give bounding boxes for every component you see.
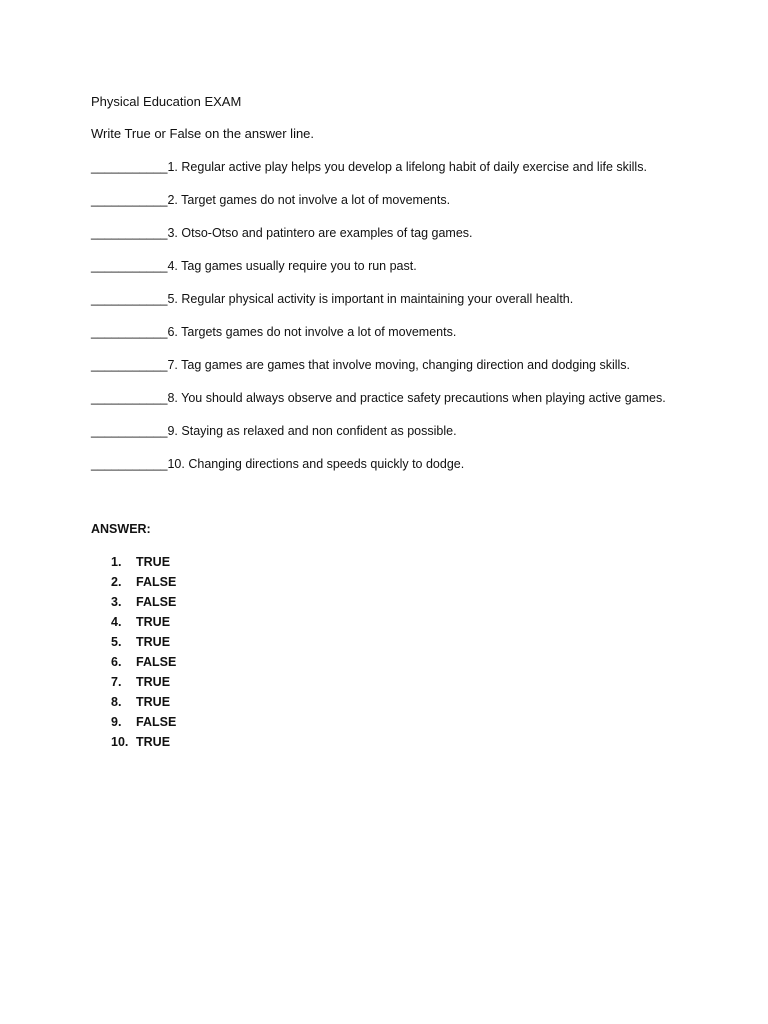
question-text: 10. Changing directions and speeds quickly to dodge.	[167, 457, 465, 471]
answer-item	[111, 614, 176, 634]
question-text: 2. Target games do not involve a lot of movements.	[167, 193, 451, 207]
question-item	[91, 192, 666, 225]
answer-value: TRUE	[136, 675, 171, 689]
answer-heading: ANSWER:	[91, 522, 151, 536]
answer-item	[111, 654, 176, 674]
answer-blank: ___________	[91, 160, 168, 174]
answer-number: 6.	[111, 655, 122, 669]
question-text: 6. Targets games do not involve a lot of movements.	[167, 325, 457, 339]
answer-list	[111, 554, 176, 754]
answer-item	[111, 734, 176, 754]
instruction-text: Write True or False on the answer line.	[91, 126, 315, 141]
answer-item	[111, 674, 176, 694]
answer-blank: ___________	[91, 193, 168, 207]
question-item	[91, 324, 666, 357]
answer-value: FALSE	[136, 575, 177, 589]
question-text: 1. Regular active play helps you develop a lifelong habit of daily exercise and life skills.	[167, 160, 647, 174]
question-item	[91, 258, 666, 291]
question-item	[91, 357, 666, 390]
question-text: 3. Otso-Otso and patintero are examples of tag games.	[167, 226, 473, 240]
answer-blank: ___________	[91, 358, 168, 372]
answer-value: FALSE	[136, 595, 177, 609]
answer-number: 3.	[111, 595, 122, 609]
answer-value: FALSE	[136, 655, 177, 669]
answer-item	[111, 694, 176, 714]
answer-number: 8.	[111, 695, 122, 709]
answer-value: FALSE	[136, 715, 177, 729]
answer-item	[111, 714, 176, 734]
answer-value: TRUE	[136, 695, 171, 709]
answer-number: 5.	[111, 635, 122, 649]
answer-value: TRUE	[136, 735, 171, 749]
answer-value: TRUE	[136, 615, 171, 629]
question-text: 7. Tag games are games that involve moving, changing direction and dodging skills.	[167, 358, 631, 372]
question-item	[91, 291, 666, 324]
answer-item	[111, 574, 176, 594]
question-text: 8. You should always observe and practice safety precautions when playing active games.	[167, 391, 666, 405]
question-item	[91, 225, 666, 258]
answer-number: 7.	[111, 675, 122, 689]
answer-number: 2.	[111, 575, 122, 589]
question-text: 9. Staying as relaxed and non confident as possible.	[167, 424, 457, 438]
question-list	[91, 159, 666, 489]
answer-item	[111, 634, 176, 654]
answer-number: 1.	[111, 555, 122, 569]
answer-blank: ___________	[91, 457, 168, 471]
answer-blank: ___________	[91, 391, 168, 405]
answer-blank: ___________	[91, 292, 168, 306]
question-item	[91, 390, 666, 423]
answer-number: 9.	[111, 715, 122, 729]
answer-blank: ___________	[91, 424, 168, 438]
answer-item	[111, 554, 176, 574]
answer-item	[111, 594, 176, 614]
question-item	[91, 159, 666, 192]
answer-blank: ___________	[91, 259, 168, 273]
question-text: 5. Regular physical activity is important in maintaining your overall health.	[167, 292, 574, 306]
question-text: 4. Tag games usually require you to run past.	[167, 259, 417, 273]
answer-value: TRUE	[136, 635, 171, 649]
question-item	[91, 456, 666, 489]
answer-number: 4.	[111, 615, 122, 629]
question-item	[91, 423, 666, 456]
answer-blank: ___________	[91, 226, 168, 240]
answer-blank: ___________	[91, 325, 168, 339]
answer-number: 10.	[111, 735, 129, 749]
page-title: Physical Education EXAM	[91, 94, 242, 109]
answer-value: TRUE	[136, 555, 171, 569]
